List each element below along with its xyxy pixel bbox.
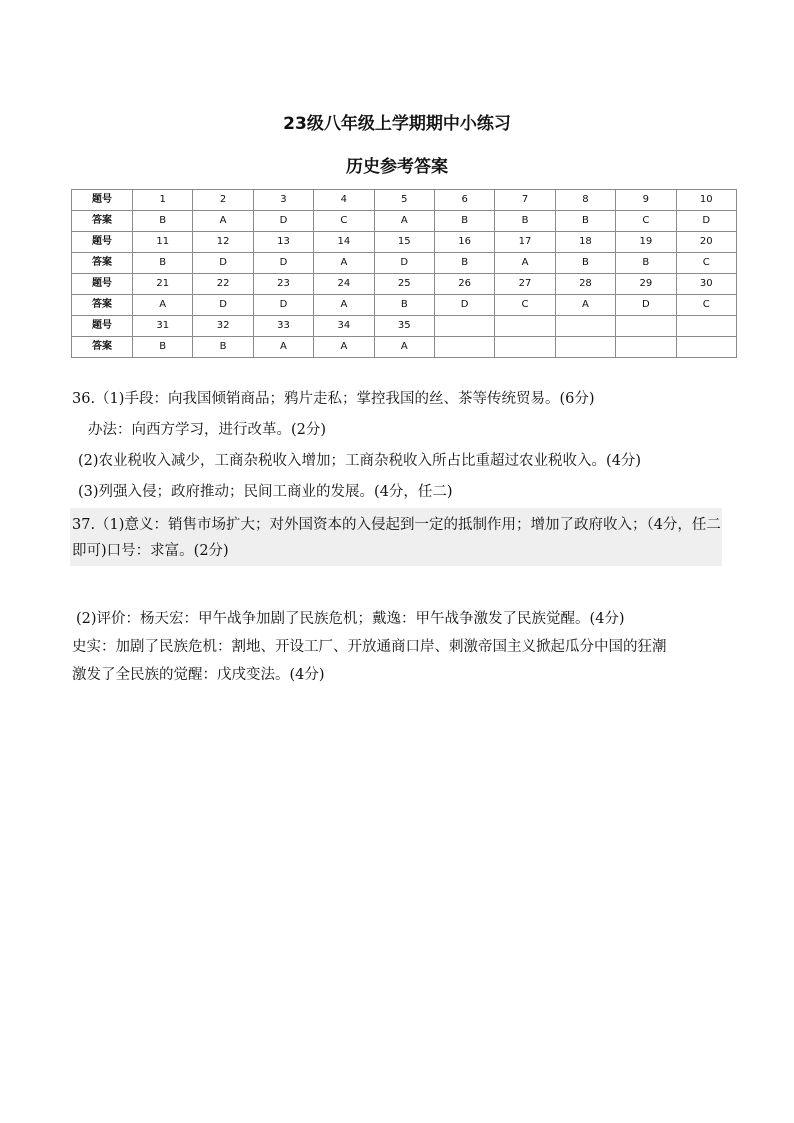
question-number-cell: 8 <box>555 190 615 211</box>
question-number-cell: 34 <box>314 316 374 337</box>
question-number-cell: 7 <box>495 190 555 211</box>
question-number-cell: 22 <box>193 274 253 295</box>
answer-cell: C <box>314 211 374 232</box>
question-number-cell: 28 <box>555 274 615 295</box>
answer-cell <box>676 337 736 358</box>
question-number-cell: 17 <box>495 232 555 253</box>
question-number-cell: 13 <box>253 232 313 253</box>
q36-part3: (3)列强入侵；政府推动；民间工商业的发展。(4分，任二) <box>78 484 453 500</box>
question-number-header: 题号 <box>72 232 133 253</box>
answer-cell: B <box>495 211 555 232</box>
answer-cell: A <box>253 337 313 358</box>
answer-cell: A <box>374 211 434 232</box>
question-number-cell: 21 <box>133 274 193 295</box>
q36-part1: 36.（1)手段：向我国倾销商品；鸦片走私；掌控我国的丝、茶等传统贸易。(6分) <box>72 391 595 407</box>
answer-cell: D <box>193 253 253 274</box>
answer-cell: D <box>193 295 253 316</box>
answer-row <box>72 337 737 358</box>
question-number-cell <box>434 316 494 337</box>
answer-cell: A <box>193 211 253 232</box>
answer-cell: D <box>434 295 494 316</box>
answer-cell: B <box>434 211 494 232</box>
question-number-header: 题号 <box>72 190 133 211</box>
answer-cell: D <box>676 211 736 232</box>
answer-table <box>71 189 737 358</box>
question-number-cell: 31 <box>133 316 193 337</box>
question-number-cell: 23 <box>253 274 313 295</box>
answer-row <box>72 211 737 232</box>
answer-cell <box>555 337 615 358</box>
answer-cell: A <box>314 253 374 274</box>
answer-cell: B <box>193 337 253 358</box>
question-number-cell: 4 <box>314 190 374 211</box>
question-number-cell: 35 <box>374 316 434 337</box>
question-number-cell: 16 <box>434 232 494 253</box>
question-number-cell: 5 <box>374 190 434 211</box>
question-number-cell: 19 <box>616 232 676 253</box>
question-number-row <box>72 190 737 211</box>
answer-row <box>72 295 737 316</box>
answer-cell: B <box>133 211 193 232</box>
answer-header: 答案 <box>72 337 133 358</box>
question-number-row <box>72 274 737 295</box>
question-number-cell <box>555 316 615 337</box>
question-number-cell: 18 <box>555 232 615 253</box>
question-number-cell: 24 <box>314 274 374 295</box>
answer-cell: B <box>555 211 615 232</box>
q36-method: 办法：向西方学习，进行改革。(2分) <box>88 422 327 438</box>
question-number-cell: 30 <box>676 274 736 295</box>
answer-cell: A <box>555 295 615 316</box>
answer-cell: B <box>616 253 676 274</box>
answer-cell <box>434 337 494 358</box>
question-number-cell: 29 <box>616 274 676 295</box>
answer-cell: B <box>374 295 434 316</box>
question-number-cell: 26 <box>434 274 494 295</box>
question-number-cell: 10 <box>676 190 736 211</box>
q36-part2: (2)农业税收入减少，工商杂税收入增加；工商杂税收入所占比重超过农业税收入。(4分) <box>78 453 642 469</box>
question-number-cell: 3 <box>253 190 313 211</box>
q37-facts-cont: 激发了全民族的觉醒：戊戌变法。(4分) <box>72 667 325 683</box>
answer-cell <box>616 337 676 358</box>
answer-cell: D <box>253 211 313 232</box>
question-number-header: 题号 <box>72 274 133 295</box>
answer-cell: B <box>555 253 615 274</box>
answer-cell: D <box>616 295 676 316</box>
question-number-cell: 1 <box>133 190 193 211</box>
answer-cell: D <box>253 253 313 274</box>
page-subtitle: 历史参考答案 <box>346 157 448 177</box>
answer-cell: A <box>314 337 374 358</box>
answer-cell: B <box>133 337 193 358</box>
answer-cell: C <box>676 253 736 274</box>
question-number-cell: 33 <box>253 316 313 337</box>
answer-cell: A <box>133 295 193 316</box>
answer-cell: C <box>495 295 555 316</box>
question-number-cell: 2 <box>193 190 253 211</box>
q37-part2: (2)评价：杨天宏：甲午战争加剧了民族危机；戴逸：甲午战争激发了民族觉醒。(4分) <box>76 611 625 627</box>
question-number-cell: 12 <box>193 232 253 253</box>
question-number-cell: 27 <box>495 274 555 295</box>
q37-part1: 37.（1)意义：销售市场扩大；对外国资本的入侵起到一定的抵制作用；增加了政府收入；（4分，任二即可)口号：求富。(2分) <box>72 517 721 559</box>
answer-header: 答案 <box>72 295 133 316</box>
question-number-cell: 6 <box>434 190 494 211</box>
question-number-cell <box>495 316 555 337</box>
q37-facts: 史实：加剧了民族危机：割地、开设工厂、开放通商口岸、刺激帝国主义掀起瓜分中国的狂潮 <box>72 639 667 655</box>
answer-cell: C <box>616 211 676 232</box>
question-number-cell: 20 <box>676 232 736 253</box>
answer-header: 答案 <box>72 253 133 274</box>
answer-cell: B <box>133 253 193 274</box>
question-number-row <box>72 232 737 253</box>
answer-cell: C <box>676 295 736 316</box>
answer-header: 答案 <box>72 211 133 232</box>
answer-cell <box>495 337 555 358</box>
page-title: 23级八年级上学期期中小练习 <box>283 114 511 134</box>
question-number-cell: 25 <box>374 274 434 295</box>
question-number-cell <box>616 316 676 337</box>
answer-cell: B <box>434 253 494 274</box>
answer-row <box>72 253 737 274</box>
question-number-header: 题号 <box>72 316 133 337</box>
question-number-row <box>72 316 737 337</box>
answer-cell: A <box>314 295 374 316</box>
answer-cell: A <box>495 253 555 274</box>
answer-cell: A <box>374 337 434 358</box>
question-number-cell: 9 <box>616 190 676 211</box>
question-number-cell <box>676 316 736 337</box>
answer-cell: D <box>374 253 434 274</box>
question-number-cell: 14 <box>314 232 374 253</box>
answer-cell: D <box>253 295 313 316</box>
question-number-cell: 11 <box>133 232 193 253</box>
question-number-cell: 15 <box>374 232 434 253</box>
question-number-cell: 32 <box>193 316 253 337</box>
